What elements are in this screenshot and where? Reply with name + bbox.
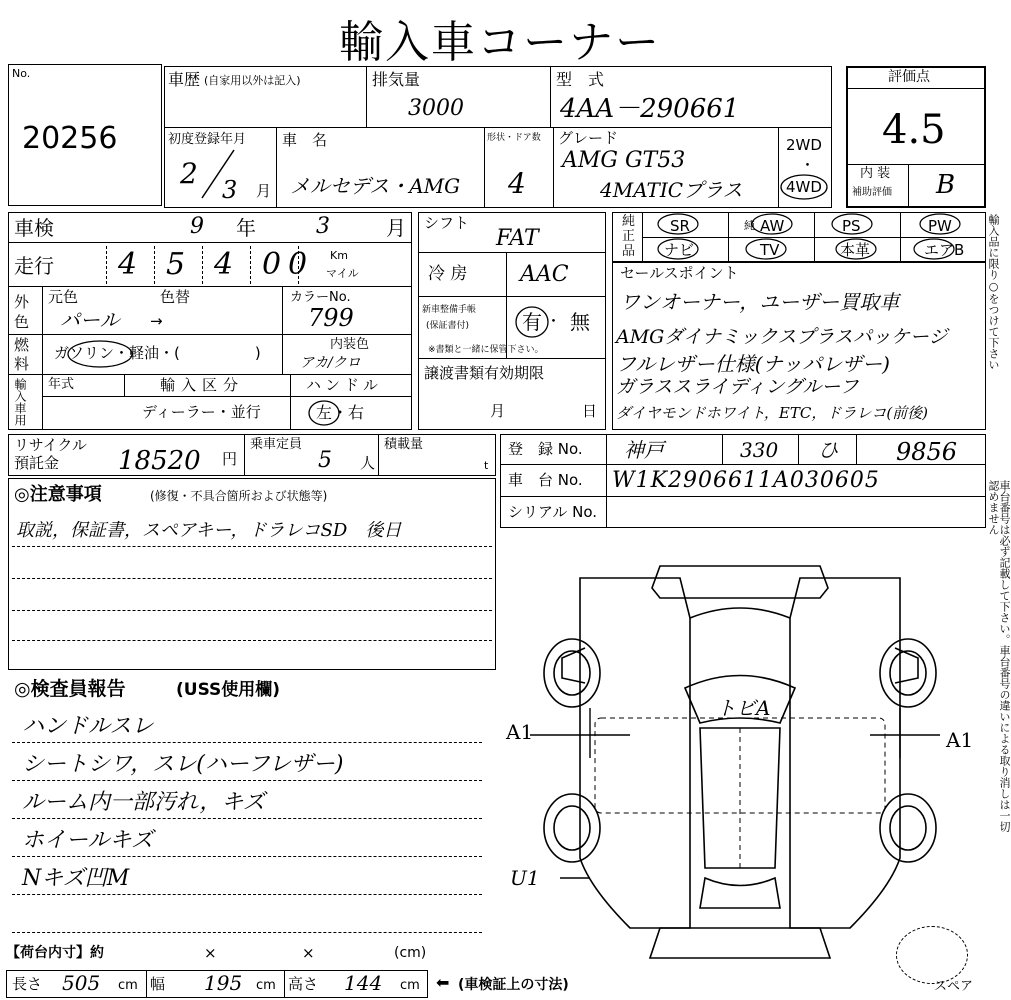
inspection-month: 3: [316, 214, 330, 239]
dims-arrow-icon: ⬅: [436, 973, 450, 992]
side-note-chassis: 車台番号は必ず記載して下さい。車台番号の違いによる取り消しは一切認めません: [987, 480, 1011, 832]
displacement-label: 排気量: [372, 70, 421, 89]
mileage-unit-mile: マイル: [326, 267, 359, 280]
diagram-roof-mark: トビA: [716, 696, 771, 720]
sales-point-3: フルレザー仕様(ナッパレザー): [616, 352, 890, 376]
displacement-value: 3000: [408, 96, 464, 121]
interior-color-label: 内装色: [330, 337, 370, 352]
sales-point-4: ガラススライディングルーフ: [616, 376, 859, 398]
history-note: (自家用以外は記入): [204, 74, 301, 87]
sales-point-5: ダイヤモンドホワイト，ETC，ドラレコ(前後): [616, 404, 929, 422]
equipment-leather: 本革: [840, 241, 871, 259]
inspector-line-2: シートシワ，スレ(ハーフレザー): [22, 752, 344, 777]
height-value: 144: [344, 971, 383, 995]
interior-color-value: アカ/クロ: [300, 355, 361, 371]
side-note-import: 輸入品に限り○をつけて下さい: [987, 214, 1000, 370]
capacity-label: 乗車定員: [250, 437, 303, 452]
notes-box: [8, 478, 496, 670]
model-type-label: 型 式: [556, 70, 605, 89]
interior-value: B: [936, 170, 956, 200]
notes-sub: (修復・不具合箇所および状態等): [150, 489, 328, 503]
lot-number: 20256: [22, 121, 118, 156]
equipment-side-label: 純正品: [622, 214, 636, 259]
dims-note: (車検証上の寸法): [458, 977, 569, 993]
equipment-navi: ナビ: [664, 241, 695, 259]
mileage-unit-km: Km: [330, 249, 348, 262]
first-reg-year: 2: [180, 157, 198, 190]
equipment-circles: [612, 212, 986, 262]
spare-tire-circle: [896, 926, 968, 984]
car-name-value: メルセデス・AMG: [290, 174, 461, 198]
mileage-digit-4: 0: [262, 247, 282, 282]
chassis-value: W1K2906611A030605: [612, 468, 880, 493]
import-side-label: 輸入車用: [13, 378, 27, 426]
equipment-aw-prefix: 純: [744, 219, 755, 232]
color-code-label: カラーNo.: [290, 290, 351, 305]
first-reg-month-unit: 月: [256, 182, 272, 200]
manual-yes: 有: [522, 310, 542, 334]
drive-4wd: 4WD: [786, 178, 822, 196]
equipment-pw: PW: [928, 217, 952, 235]
shift-label: シフト: [424, 214, 470, 232]
recycle-unit: 円: [222, 450, 238, 468]
transfer-label: 譲渡書類有効期限: [424, 364, 545, 382]
score-label: 評価点: [888, 69, 930, 85]
sales-point-2: AMGダイナミックスプラスパッケージ: [616, 326, 948, 348]
inspector-sub: (USS使用欄): [176, 680, 281, 700]
cargo-x2: ×: [302, 944, 315, 962]
first-reg-label: 初度登録年月: [168, 132, 247, 147]
aircon-label: 冷 房: [428, 264, 468, 284]
registration-kana: ひ: [818, 438, 838, 462]
capacity-unit: 人: [360, 454, 376, 472]
manual-note: ※書類と一緒に保管下さい。: [428, 345, 544, 355]
import-handle-label: ハンドル: [306, 376, 383, 394]
color-arrow: →: [150, 312, 163, 330]
model-type-value: 4AA－290661: [560, 94, 740, 124]
aircon-value: AAC: [520, 262, 569, 287]
diagram-rear-mark: U1: [510, 866, 540, 890]
color-orig-value: パール: [60, 308, 120, 332]
drive-dot: ・: [800, 156, 816, 174]
manual-no: 無: [570, 310, 590, 334]
interior-label: 内 装: [860, 166, 891, 181]
drive-4wd-circle: [778, 172, 830, 202]
interior-sub: 補助評価: [852, 187, 892, 198]
manual-yes-circle: [512, 302, 552, 342]
chassis-label: 車 台 No.: [508, 471, 583, 489]
inspector-line-3: ルーム内一部汚れ，キズ: [22, 790, 265, 815]
recycle-value: 18520: [118, 446, 201, 476]
load-label: 積載量: [384, 437, 424, 452]
inspector-line-4: ホイールキズ: [22, 828, 154, 853]
import-handle-value: 左・右: [316, 403, 365, 422]
grade-label: グレード: [558, 129, 619, 147]
registration-area: 神戸: [624, 438, 664, 462]
equipment-sr: SR: [670, 217, 690, 235]
inspector-label: ◎検査員報告: [14, 678, 126, 700]
equipment-tv: TV: [760, 241, 780, 259]
inspector-line-5: Nキズ凹M: [22, 866, 130, 891]
handle-left-circle: [306, 398, 342, 428]
drive-2wd: 2WD: [786, 136, 822, 154]
cargo-unit: (cm): [394, 945, 427, 961]
page-title: 輸入車コーナー: [339, 17, 661, 68]
manual-label: 新車整備手帳: [422, 305, 477, 315]
grade-line1: AMG GT53: [562, 148, 686, 173]
shift-value: FAT: [496, 226, 539, 251]
inspector-line-1: ハンドルスレ: [22, 714, 154, 739]
mileage-label: 走行: [14, 254, 54, 278]
equipment-ps: PS: [842, 217, 861, 235]
cargo-x1: ×: [204, 944, 217, 962]
manual-dot: ・: [546, 312, 562, 330]
width-value: 195: [204, 971, 243, 995]
mileage-digit-2: 5: [166, 247, 186, 282]
cargo-label: 【荷台内寸】約: [6, 945, 104, 961]
capacity-value: 5: [318, 448, 332, 473]
diagram-left-mark: A1: [506, 720, 534, 744]
length-label: 長さ: [12, 975, 43, 993]
height-label: 高さ: [288, 975, 319, 993]
lot-no-label: No.: [12, 67, 31, 80]
color-side-label: 外色: [14, 293, 30, 331]
first-reg-month: 3: [222, 176, 238, 204]
width-unit: cm: [256, 978, 276, 993]
inspection-month-unit: 月: [386, 216, 406, 240]
car-name-label: 車 名: [282, 131, 328, 149]
notes-label: ◎注意事項: [14, 484, 102, 505]
mileage-digit-3: 4: [214, 247, 234, 282]
color-code-value: 799: [308, 304, 354, 332]
color-orig-label: 元色: [48, 288, 79, 306]
import-div-label: 輸入区分: [160, 376, 245, 394]
serial-label: シリアル No.: [508, 503, 598, 521]
grade-line2: 4MATICプラス: [600, 178, 743, 202]
transfer-month: 月: [490, 402, 506, 420]
recycle-label-1: リサイクル: [14, 436, 87, 454]
load-unit: t: [484, 459, 489, 472]
import-year-label: 年式: [48, 377, 75, 392]
doors-value: 4: [508, 167, 526, 200]
notes-line-1: 取説，保証書，スペアキー，ドラレコSD 後日: [16, 520, 402, 541]
recycle-label-2: 預託金: [14, 454, 60, 472]
fuel-side-label: 燃料: [14, 336, 30, 373]
registration-label: 登 録 No.: [508, 440, 583, 458]
registration-number: 9856: [896, 438, 958, 466]
height-unit: cm: [400, 978, 420, 993]
score-value: 4.5: [882, 107, 946, 153]
history-label: 車歴: [168, 70, 201, 89]
inspection-year-unit: 年: [236, 216, 256, 240]
fuel-options: ガソリン・軽油・( ): [54, 344, 261, 362]
equipment-airbag: エアB: [924, 241, 965, 259]
sales-points-label: セールスポイント: [620, 264, 739, 282]
length-value: 505: [62, 971, 101, 995]
mileage-digit-1: 4: [118, 247, 138, 282]
doors-label: 形状・ドア数: [487, 133, 541, 143]
import-div-value: ディーラー・並行: [142, 403, 261, 421]
width-label: 幅: [150, 975, 166, 993]
length-unit: cm: [118, 978, 138, 993]
equipment-aw: AW: [760, 217, 785, 235]
manual-sub: (保証書付): [426, 321, 470, 331]
registration-class: 330: [740, 438, 779, 462]
color-change-label: 色替: [160, 288, 191, 306]
mileage-digit-5: 0: [288, 247, 308, 282]
sales-point-1: ワンオーナー，ユーザー買取車: [620, 290, 900, 314]
transfer-day: 日: [582, 402, 598, 420]
fuel-gasoline-circle: [64, 338, 136, 370]
inspection-label: 車検: [14, 216, 54, 240]
spare-label: スペア: [934, 979, 974, 994]
inspection-year: 9: [190, 214, 204, 239]
car-damage-diagram: [510, 548, 970, 968]
diagram-right-mark: A1: [946, 728, 974, 752]
